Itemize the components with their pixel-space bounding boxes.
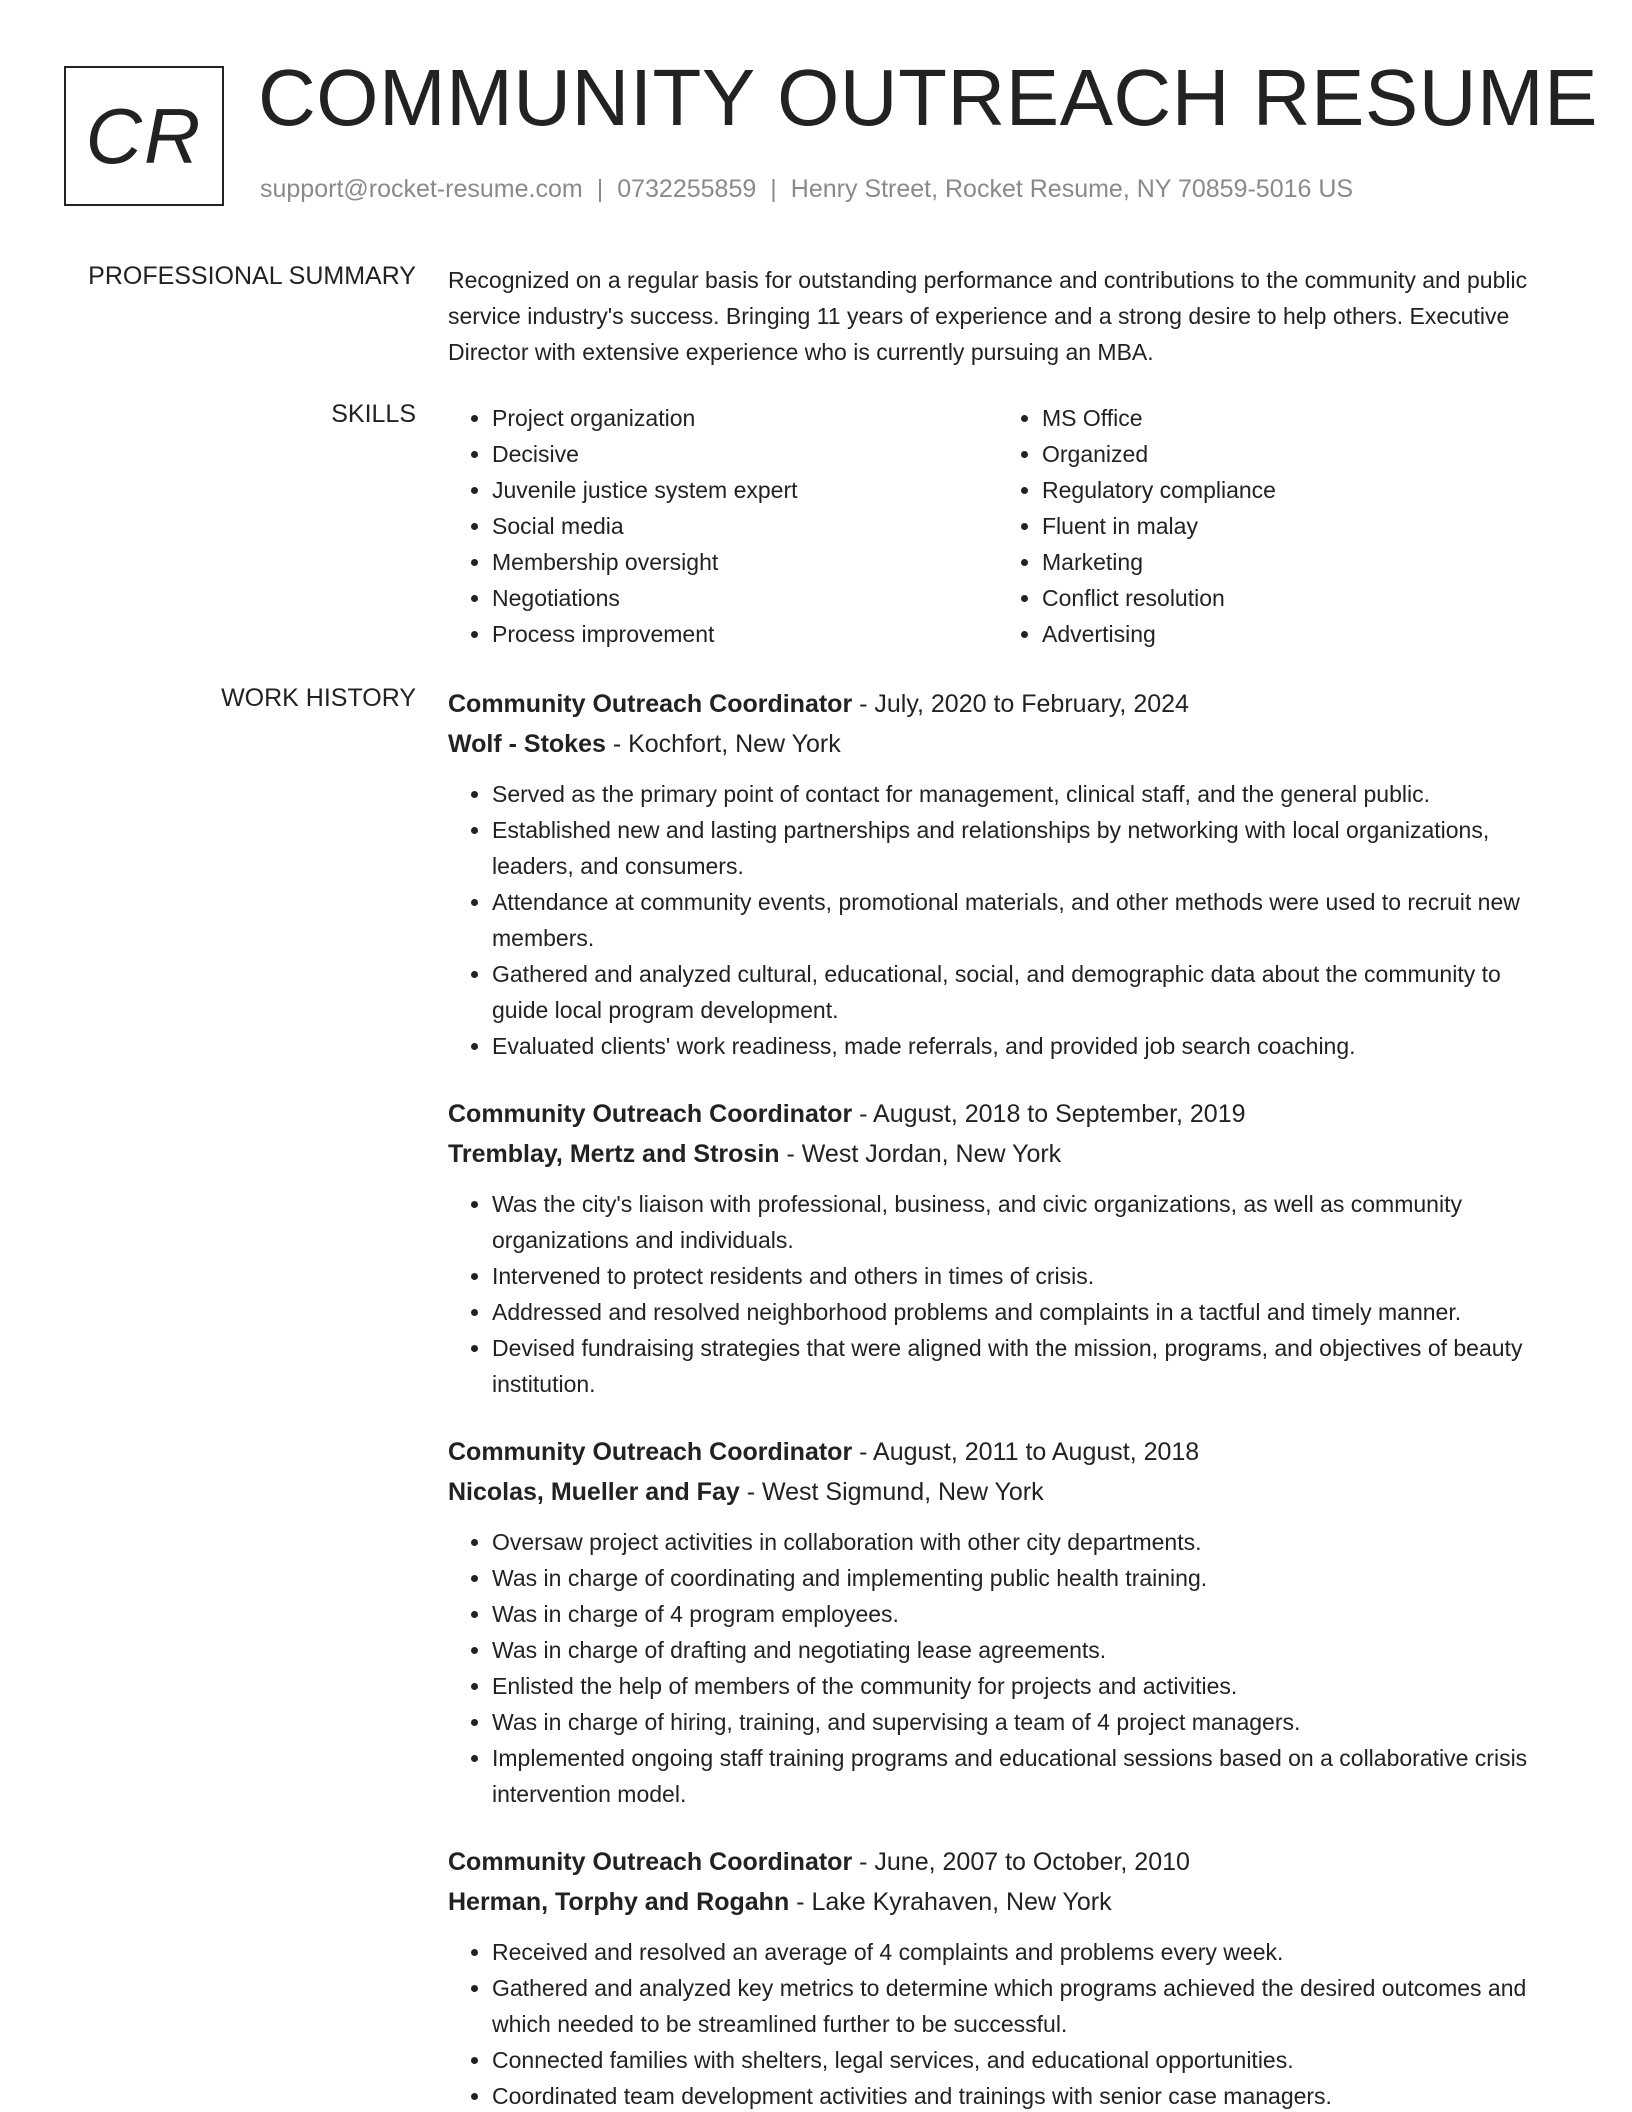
monogram-box (64, 66, 224, 206)
job-dates: - August, 2018 to September, 2019 (852, 1100, 1246, 1128)
job-company-line (448, 1134, 1558, 1174)
skill-item: • Process improvement (492, 616, 998, 652)
job-bullet: • Implemented ongoing staff training programs and educational sessions based on a collaborative crisis intervention model. (492, 1740, 1558, 1812)
job-bullets (448, 1524, 1558, 1812)
job-company: Nicolas, Mueller and Fay (448, 1478, 740, 1506)
section-label-skills: SKILLS (331, 400, 416, 428)
job-company: Wolf - Stokes (448, 730, 606, 758)
skill-item: • Organized (1042, 436, 1548, 472)
contact-line (260, 175, 1353, 204)
job-bullet: • Devised fundraising strategies that were aligned with the mission, programs, and objectives of beauty institution. (492, 1330, 1558, 1402)
job-bullet: • Gathered and analyzed key metrics to determine which programs achieved the desired outcomes and which needed to be streamlined further to be successful. (492, 1970, 1558, 2042)
summary-body (448, 262, 1558, 370)
skill-item: • Project organization (492, 400, 998, 436)
work-history-body (448, 684, 1558, 2112)
skill-item: • Juvenile justice system expert (492, 472, 998, 508)
job-bullet: • Gathered and analyzed cultural, educational, social, and demographic data about the community to guide local program development. (492, 956, 1558, 1028)
job-bullet: • Coordinated team development activities and trainings with senior case managers. (492, 2078, 1558, 2112)
job-title: Community Outreach Coordinator (448, 690, 853, 718)
contact-separator: | (770, 175, 777, 203)
skill-item: • Marketing (1042, 544, 1548, 580)
skills-body (448, 400, 1558, 652)
skills-list-left (448, 400, 998, 652)
contact-email: support@rocket-resume.com (260, 175, 583, 203)
job-bullet: • Was in charge of drafting and negotiating lease agreements. (492, 1632, 1558, 1668)
skill-item: • Membership oversight (492, 544, 998, 580)
job-bullets (448, 776, 1558, 1064)
job-bullet: • Established new and lasting partnerships and relationships by networking with local organizations, leaders, and consumers. (492, 812, 1558, 884)
job-title: Community Outreach Coordinator (448, 1438, 853, 1466)
job-bullet: • Enlisted the help of members of the community for projects and activities. (492, 1668, 1558, 1704)
job-dates: - August, 2011 to August, 2018 (852, 1438, 1200, 1466)
job-bullet: • Oversaw project activities in collaboration with other city departments. (492, 1524, 1558, 1560)
job-bullet: • Was the city's liaison with professional, business, and civic organizations, as well as community organizations and individuals. (492, 1186, 1558, 1258)
job-dates: - June, 2007 to October, 2010 (852, 1848, 1190, 1876)
job-bullet: • Received and resolved an average of 4 complaints and problems every week. (492, 1934, 1558, 1970)
job-entry (448, 1842, 1558, 2112)
skill-item: • MS Office (1042, 400, 1548, 436)
job-bullets (448, 1934, 1558, 2112)
job-location: - West Jordan, New York (779, 1140, 1062, 1168)
job-title-line (448, 684, 1558, 724)
job-entry (448, 1432, 1558, 1812)
job-company-line (448, 1472, 1558, 1512)
job-bullet: • Addressed and resolved neighborhood problems and complaints in a tactful and timely manner. (492, 1294, 1558, 1330)
skills-list-right (998, 400, 1548, 652)
skill-item: • Fluent in malay (1042, 508, 1548, 544)
job-company-line (448, 1882, 1558, 1922)
job-bullet: • Served as the primary point of contact for management, clinical staff, and the general public. (492, 776, 1558, 812)
job-location: - Kochfort, New York (605, 730, 841, 758)
job-bullet: • Intervened to protect residents and others in times of crisis. (492, 1258, 1558, 1294)
monogram-initials: CR (85, 91, 203, 180)
job-title-line (448, 1432, 1558, 1472)
job-title-line (448, 1842, 1558, 1882)
job-location: - Lake Kyrahaven, New York (789, 1888, 1112, 1916)
job-bullets (448, 1186, 1558, 1402)
contact-separator: | (596, 175, 604, 203)
job-company: Tremblay, Mertz and Strosin (448, 1140, 780, 1168)
job-bullet: • Was in charge of coordinating and implementing public health training. (492, 1560, 1558, 1596)
job-title: Community Outreach Coordinator (448, 1100, 853, 1128)
job-bullet: • Connected families with shelters, legal services, and educational opportunities. (492, 2042, 1558, 2078)
section-label-summary: PROFESSIONAL SUMMARY (88, 262, 416, 290)
section-label-work-history: WORK HISTORY (221, 684, 416, 712)
job-title-line (448, 1094, 1558, 1134)
contact-phone: 0732255859 (617, 175, 757, 203)
skill-item: • Decisive (492, 436, 998, 472)
job-bullet: • Was in charge of 4 program employees. (492, 1596, 1558, 1632)
contact-address: Henry Street, Rocket Resume, NY 70859-5016 US (790, 175, 1354, 203)
job-title: Community Outreach Coordinator (448, 1848, 853, 1876)
job-entry (448, 684, 1558, 1064)
job-bullet: • Evaluated clients' work readiness, made referrals, and provided job search coaching. (492, 1028, 1558, 1064)
job-location: - West Sigmund, New York (739, 1478, 1044, 1506)
summary-text: Recognized on a regular basis for outstanding performance and contributions to the community and public service industry's success. Bringing 11 years of experience and a strong desire to help others. Executive Director with extensive experience who is currently pursuing an MBA. (448, 267, 1528, 365)
job-bullet: • Was in charge of hiring, training, and supervising a team of 4 project managers. (492, 1704, 1558, 1740)
job-entry (448, 1094, 1558, 1402)
job-bullet: • Attendance at community events, promotional materials, and other methods were used to recruit new members. (492, 884, 1558, 956)
skill-item: • Regulatory compliance (1042, 472, 1548, 508)
resume-title: COMMUNITY OUTREACH RESUME (258, 53, 1598, 142)
skill-item: • Conflict resolution (1042, 580, 1548, 616)
job-company-line (448, 724, 1558, 764)
skill-item: • Advertising (1042, 616, 1548, 652)
skill-item: • Social media (492, 508, 998, 544)
skill-item: • Negotiations (492, 580, 998, 616)
job-company: Herman, Torphy and Rogahn (448, 1888, 790, 1916)
job-dates: - July, 2020 to February, 2024 (852, 690, 1189, 718)
